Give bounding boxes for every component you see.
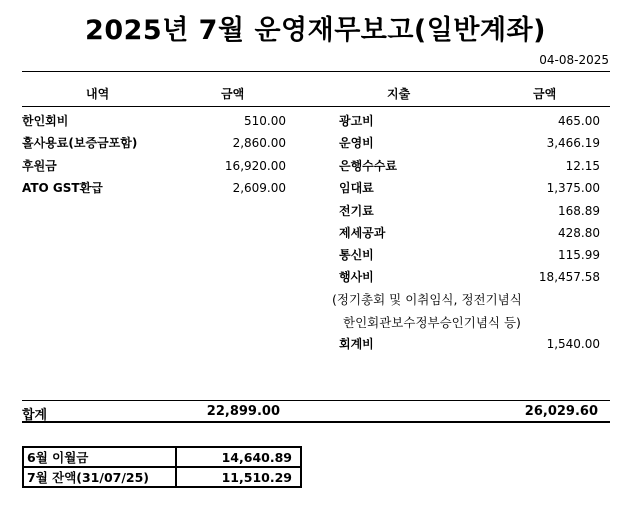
expense-label: 행사비 [339, 270, 374, 284]
income-label: 홀사용료(보증금포함) [22, 136, 138, 150]
expense-label: 제세공과 [339, 226, 386, 240]
income-amount: 2,609.00 [232, 181, 286, 195]
income-amount: 510.00 [244, 114, 286, 128]
balance-amount: 14,640.89 [176, 447, 301, 467]
expense-amount: 1,540.00 [546, 337, 600, 351]
income-label: ATO GST환급 [22, 181, 103, 195]
table-row [23, 447, 301, 467]
expense-label: 은행수수료 [339, 159, 397, 173]
balance-label: 6월 이월금 [23, 447, 176, 467]
event-note-line1: (정기총회 및 이취임식, 정전기념식 [332, 292, 522, 307]
expense-amount: 1,375.00 [546, 181, 600, 195]
expense-amount-header: 금액 [533, 87, 557, 101]
expense-label: 임대료 [339, 181, 374, 195]
expense-amount: 115.99 [558, 248, 600, 262]
header-bottom-rule [22, 106, 610, 107]
expense-amount: 465.00 [558, 114, 600, 128]
expense-label: 통신비 [339, 248, 374, 262]
income-amount-header: 금액 [221, 87, 245, 101]
total-income: 22,899.00 [206, 404, 280, 419]
expense-amount: 3,466.19 [546, 136, 600, 150]
expense-label: 운영비 [339, 136, 374, 150]
income-label: 한인회비 [22, 114, 69, 128]
total-expense: 26,029.60 [524, 404, 598, 419]
income-amount: 16,920.00 [224, 159, 286, 173]
expense-amount: 12.15 [565, 159, 600, 173]
report-title: 2025년 7월 운영재무보고(일반계좌) [85, 15, 546, 46]
balance-table [22, 446, 302, 488]
income-label: 후원금 [22, 159, 57, 173]
income-item-header: 내역 [86, 87, 110, 101]
expense-label: 광고비 [339, 114, 374, 128]
report-date: 04-08-2025 [539, 53, 609, 67]
event-note-line2: 한인회관보수정부승인기념식 등) [343, 315, 521, 330]
expense-amount: 18,457.58 [538, 270, 600, 284]
expense-item-header: 지출 [387, 87, 411, 101]
expense-amount: 168.89 [558, 204, 600, 218]
expense-label: 전기료 [339, 204, 374, 218]
total-top-rule [22, 400, 610, 401]
income-amount: 2,860.00 [232, 136, 286, 150]
balance-amount: 11,510.29 [176, 467, 301, 487]
expense-amount: 428.80 [558, 226, 600, 240]
table-row [23, 467, 301, 487]
total-bottom-rule [22, 421, 610, 423]
header-top-rule [22, 71, 610, 72]
balance-label: 7월 잔액(31/07/25) [23, 467, 176, 487]
total-label: 합계 [22, 408, 48, 423]
expense-label: 회계비 [339, 337, 374, 351]
